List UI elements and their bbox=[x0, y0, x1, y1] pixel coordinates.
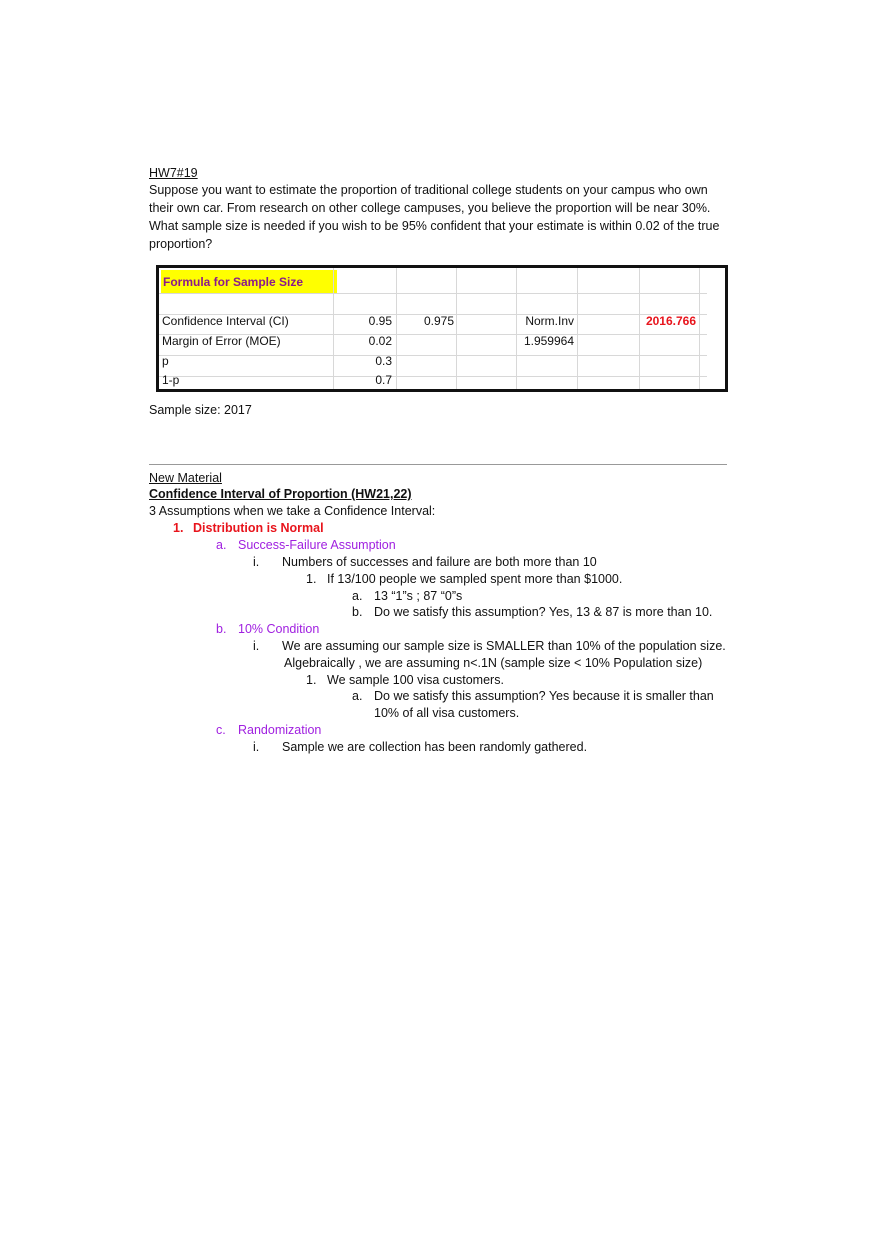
result-cell: 2016.766 bbox=[645, 314, 696, 328]
list-item: Distribution is Normal bbox=[193, 521, 324, 535]
list-item: Do we satisfy this assumption? Yes because it is smaller than bbox=[374, 689, 714, 703]
cell: Norm.Inv bbox=[525, 314, 574, 328]
list-item: If 13/100 people we sampled spent more than $1000. bbox=[327, 572, 623, 586]
problem-line: their own car. From research on other college campuses, you believe the proportion will be near 30%. bbox=[149, 201, 711, 215]
list-marker: 1. bbox=[306, 673, 317, 687]
list-item: Sample we are collection has been randomly gathered. bbox=[282, 740, 588, 754]
problem-line: proportion? bbox=[149, 237, 213, 251]
new-material-heading: New Material bbox=[149, 471, 222, 485]
spreadsheet-image bbox=[156, 265, 728, 392]
list-marker: a. bbox=[352, 589, 363, 603]
list-marker: i. bbox=[253, 555, 260, 569]
cell: 0.02 bbox=[368, 334, 392, 348]
hw-heading: HW7#19 bbox=[149, 166, 198, 180]
section-title: Confidence Interval of Proportion (HW21,22) bbox=[149, 487, 412, 501]
list-marker: a. bbox=[216, 538, 227, 552]
list-item: Randomization bbox=[238, 723, 322, 737]
sample-size-answer: Sample size: 2017 bbox=[149, 403, 252, 417]
list-item: Do we satisfy this assumption? Yes, 13 & 87 is more than 10. bbox=[374, 605, 713, 619]
cell: 0.7 bbox=[375, 373, 392, 387]
cell: 0.3 bbox=[375, 354, 392, 368]
row-label: Margin of Error (MOE) bbox=[162, 334, 281, 348]
list-marker: c. bbox=[216, 723, 226, 737]
cell: 1.959964 bbox=[523, 334, 574, 348]
cell: 0.95 bbox=[368, 314, 392, 328]
list-item: 10% Condition bbox=[238, 622, 320, 636]
list-marker: 1. bbox=[306, 572, 317, 586]
list-marker: b. bbox=[352, 605, 363, 619]
list-item: We are assuming our sample size is SMALLER than 10% of the population size. bbox=[282, 639, 726, 653]
list-marker: a. bbox=[352, 689, 363, 703]
list-item: 13 “1”s ; 87 “0”s bbox=[374, 589, 463, 603]
table-title: Formula for Sample Size bbox=[161, 270, 337, 294]
intro-text: 3 Assumptions when we take a Confidence Interval: bbox=[149, 504, 436, 518]
list-item: 10% of all visa customers. bbox=[374, 706, 520, 720]
list-marker: b. bbox=[216, 622, 227, 636]
problem-line: Suppose you want to estimate the proportion of traditional college students on your campus who own bbox=[149, 183, 708, 197]
row-label: 1-p bbox=[162, 373, 180, 387]
list-item: Algebraically , we are assuming n<.1N (sample size < 10% Population size) bbox=[284, 656, 703, 670]
list-marker: i. bbox=[253, 639, 260, 653]
list-item: Numbers of successes and failure are both more than 10 bbox=[282, 555, 597, 569]
list-marker: 1. bbox=[173, 521, 184, 535]
problem-line: What sample size is needed if you wish to be 95% confident that your estimate is within 0.02 of the true bbox=[149, 219, 720, 233]
divider bbox=[149, 464, 727, 465]
row-label: p bbox=[162, 354, 169, 368]
list-item: Success-Failure Assumption bbox=[238, 538, 396, 552]
list-item: We sample 100 visa customers. bbox=[327, 673, 504, 687]
list-marker: i. bbox=[253, 740, 260, 754]
row-label: Confidence Interval (CI) bbox=[162, 314, 289, 328]
cell: 0.975 bbox=[423, 314, 454, 328]
